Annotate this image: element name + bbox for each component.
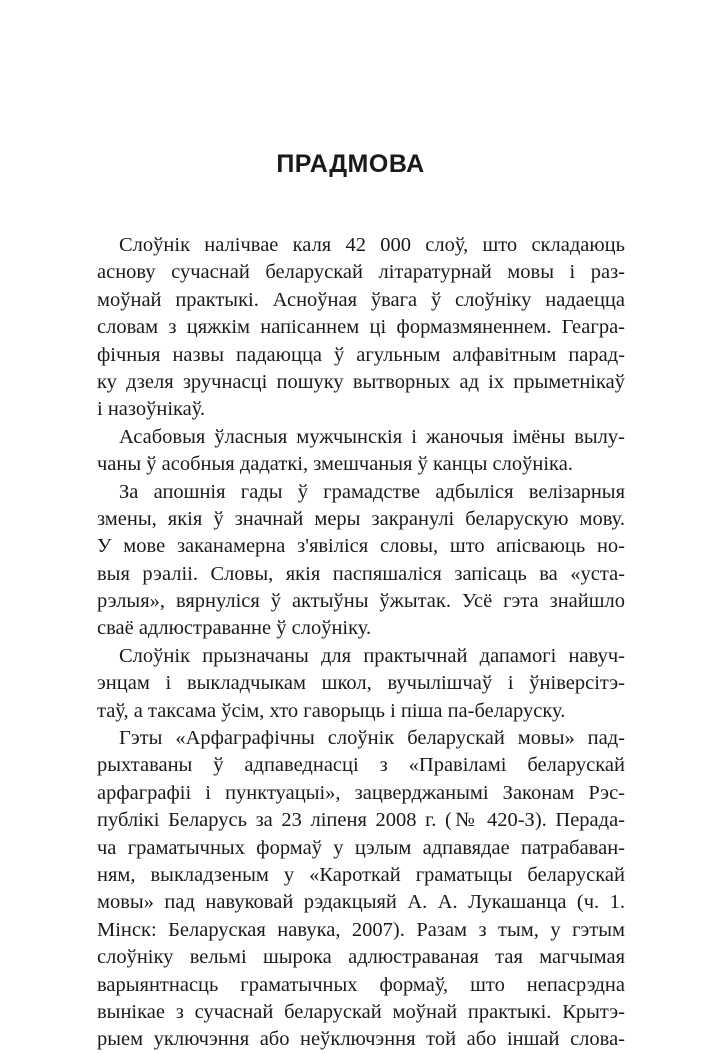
text-line: Слоўнік налічвае каля 42 000 слоў, што складаюць — [119, 234, 625, 256]
paragraph — [97, 725, 625, 1054]
text-line: моўнай практыкі. Асноўная ўвага ў слоўніку надаецца — [97, 288, 625, 311]
text-line: рэлыя», вярнуліся ў актыўны ўжытак. Усё гэта знайшло — [97, 590, 625, 613]
paragraph — [97, 424, 625, 479]
text-line: аснову сучаснай беларускай літаратурнай мовы і раз- — [97, 261, 625, 284]
text-line: публікі Беларусь за 23 ліпеня 2008 г. (№ 420-З). Перада- — [97, 809, 625, 832]
text-line: і назоўнікаў. — [97, 398, 206, 421]
text-line: ку дзеля зручнасці пошуку вытворных ад іх прыметнікаў — [97, 370, 625, 393]
text-line: словам з цяжкім напісаннем ці формазмяненнем. Геагра- — [97, 316, 625, 339]
text-line: Гэты «Арфаграфічны слоўнік беларускай мовы» пад- — [119, 727, 625, 750]
text-line: чаны ў асобныя дадаткі, змешчаныя ў канцы слоўніка. — [97, 453, 573, 476]
text-line: рыем уключэння або неўключэння той або іншай слова- — [97, 1028, 625, 1051]
text-line: выя рэаліі. Словы, якія паспяшаліся запісаць ва «уста- — [97, 562, 625, 585]
text-line: ням, выкладзеным у «Кароткай граматыцы беларускай — [97, 863, 625, 886]
paragraph — [97, 479, 625, 643]
text-line: варыянтнасць граматычных формаў, што непасрэдна — [97, 973, 625, 996]
text-line: сваё адлюстраванне ў слоўніку. — [97, 617, 372, 640]
text-line: фічныя назвы падаюцца ў агульным алфавітным парад- — [97, 343, 625, 366]
text-line: слоўніку вельмі шырока адлюстраваная тая магчымая — [97, 946, 625, 969]
page-title: ПРАДМОВА — [276, 150, 425, 178]
text-line: ча граматычных формаў у цэлым адпавядае патрабаван- — [97, 836, 625, 859]
text-line: энцам і выкладчыкам школ, вучылішчаў і ўніверсітэ- — [97, 672, 625, 695]
text-line: За апошнія гады ў грамадстве адбыліся велізарныя — [119, 480, 625, 503]
text-line: Мінск: Беларуская навука, 2007). Разам з тым, у гэтым — [97, 918, 625, 941]
paragraph — [97, 232, 625, 424]
text-line: арфаграфіі і пунктуацыі», зацверджанымі Законам Рэс- — [97, 781, 625, 804]
text-line: Слоўнік прызначаны для практычнай дапамогі навуч- — [119, 644, 625, 667]
text-line: мовы» пад навуковай рэдакцыяй А. А. Лукашанца (ч. 1. — [97, 891, 625, 914]
text-line: вынікае з сучаснай беларускай моўнай практыкі. Крытэ- — [97, 1000, 625, 1023]
text-line: таў, а таксама ўсім, хто гаворыць і піша па-беларуску. — [97, 699, 566, 722]
preface-body — [97, 232, 625, 1054]
text-line: змены, якія ў значнай меры закранулі беларускую мову. — [97, 507, 625, 530]
text-line: Асабовыя ўласныя мужчынскія і жаночыя імёны вылу- — [119, 425, 625, 448]
text-line: У мове заканамерна з'явіліся словы, што апісваюць но- — [97, 535, 625, 558]
text-line: рыхтаваны ў адпаведнасці з «Правіламі беларускай — [97, 754, 625, 777]
paragraph — [97, 643, 625, 725]
